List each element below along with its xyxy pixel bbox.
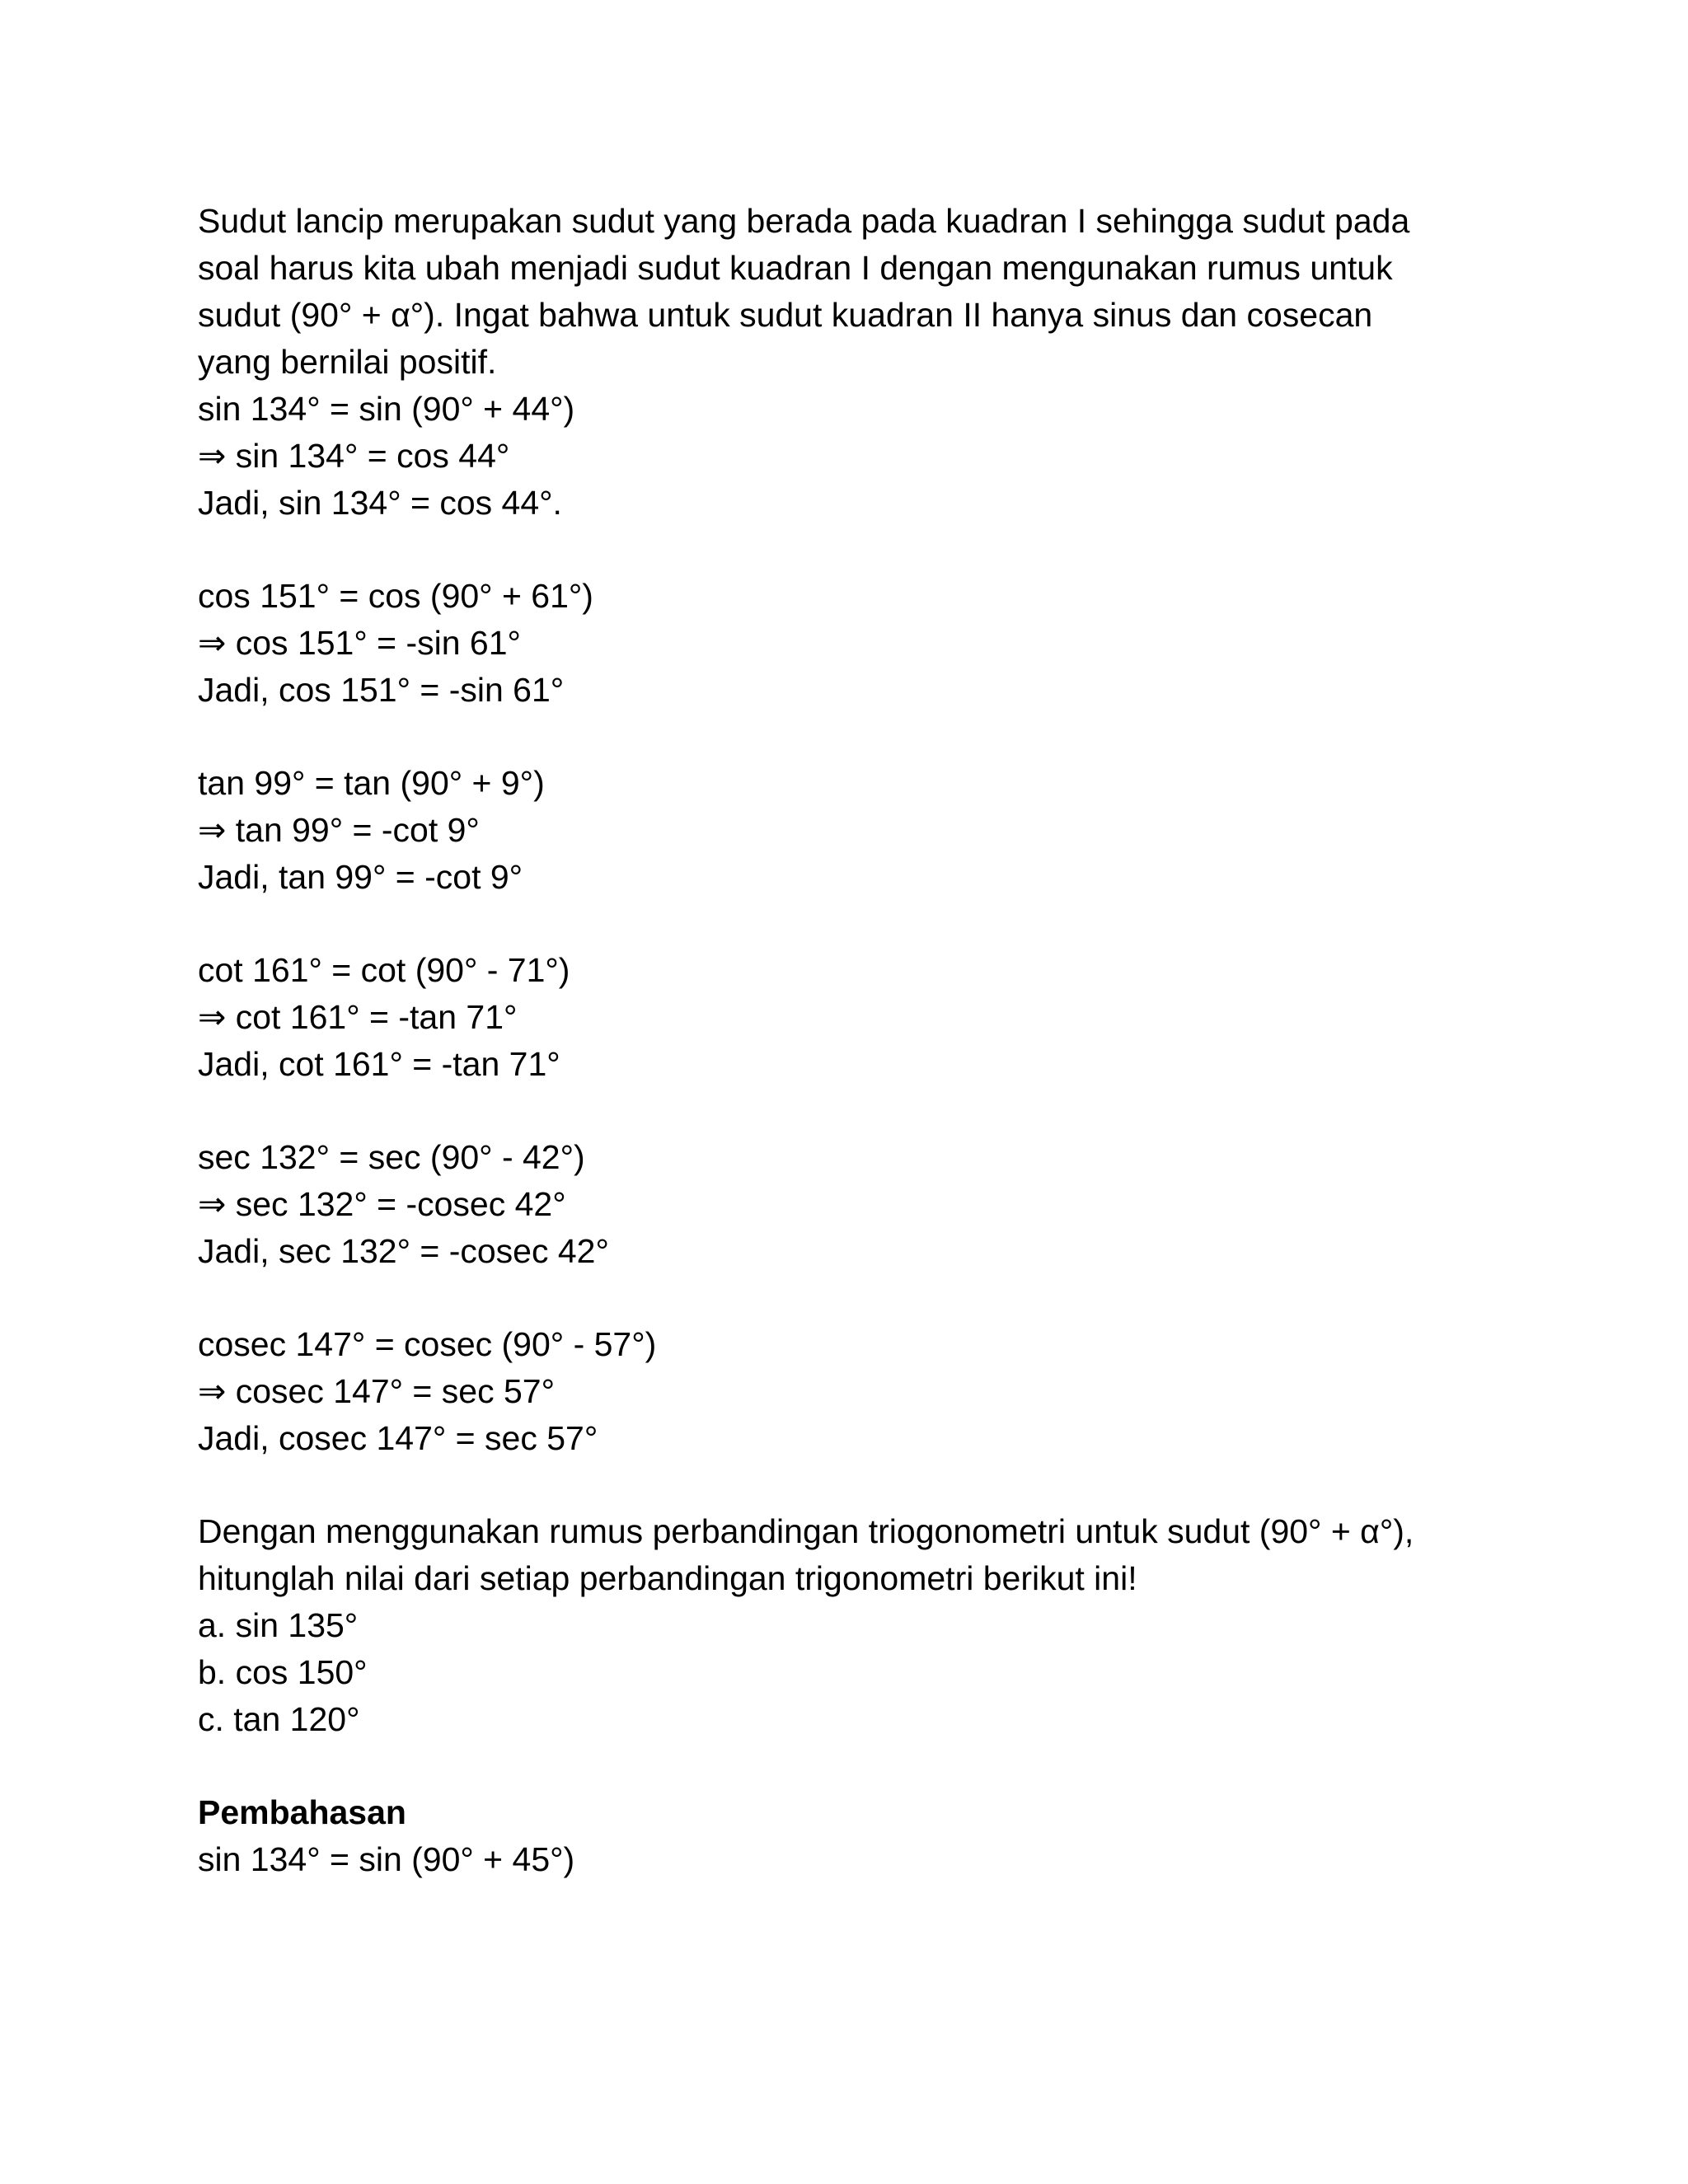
equation-block-sec	[198, 1134, 1500, 1275]
conclusion-line: Jadi, sec 132° = -cosec 42°	[198, 1232, 609, 1270]
intro-line: Sudut lancip merupakan sudut yang berada pada kuadran I sehingga sudut pada	[198, 202, 1410, 240]
equation-line: ⇒ tan 99° = -cot 9°	[198, 811, 480, 849]
equation-line: cot 161° = cot (90° - 71°)	[198, 951, 570, 989]
intro-line: sudut (90° + α°). Ingat bahwa untuk sudut kuadran II hanya sinus dan cosecan	[198, 296, 1373, 334]
question-option: c. tan 120°	[198, 1700, 360, 1738]
conclusion-line: Jadi, cot 161° = -tan 71°	[198, 1045, 560, 1083]
intro-paragraph	[198, 198, 1500, 527]
intro-line: soal harus kita ubah menjadi sudut kuadran I dengan mengunakan rumus untuk	[198, 249, 1393, 287]
equation-line: sin 134° = sin (90° + 44°)	[198, 390, 575, 428]
equation-line: cos 151° = cos (90° + 61°)	[198, 577, 593, 615]
discussion-heading: Pembahasan	[198, 1793, 406, 1831]
document-content	[198, 198, 1500, 1883]
equation-block-cos	[198, 573, 1500, 714]
intro-line: yang bernilai positif.	[198, 343, 497, 381]
equation-line: ⇒ cot 161° = -tan 71°	[198, 998, 518, 1036]
equation-line: sec 132° = sec (90° - 42°)	[198, 1138, 585, 1176]
conclusion-line: Jadi, cos 151° = -sin 61°	[198, 671, 565, 709]
equation-line: ⇒ sin 134° = cos 44°	[198, 437, 510, 475]
equation-line: tan 99° = tan (90° + 9°)	[198, 764, 545, 802]
discussion-block	[198, 1789, 1500, 1883]
question-line: Dengan menggunakan rumus perbandingan triogonometri untuk sudut (90° + α°),	[198, 1512, 1414, 1550]
question-option: b. cos 150°	[198, 1653, 368, 1691]
conclusion-line: Jadi, cosec 147° = sec 57°	[198, 1419, 598, 1457]
question-line: hitunglah nilai dari setiap perbandingan trigonometri berikut ini!	[198, 1559, 1137, 1597]
equation-block-cot	[198, 947, 1500, 1088]
equation-line: cosec 147° = cosec (90° - 57°)	[198, 1325, 657, 1363]
conclusion-line: Jadi, sin 134° = cos 44°.	[198, 484, 562, 522]
equation-line: ⇒ cos 151° = -sin 61°	[198, 624, 521, 662]
conclusion-line: Jadi, tan 99° = -cot 9°	[198, 858, 523, 896]
equation-line: sin 134° = sin (90° + 45°)	[198, 1840, 575, 1878]
equation-block-cosec	[198, 1321, 1500, 1462]
equation-line: ⇒ sec 132° = -cosec 42°	[198, 1185, 566, 1223]
equation-block-tan	[198, 760, 1500, 901]
question-option: a. sin 135°	[198, 1606, 359, 1644]
question-block	[198, 1508, 1500, 1743]
equation-line: ⇒ cosec 147° = sec 57°	[198, 1372, 555, 1410]
